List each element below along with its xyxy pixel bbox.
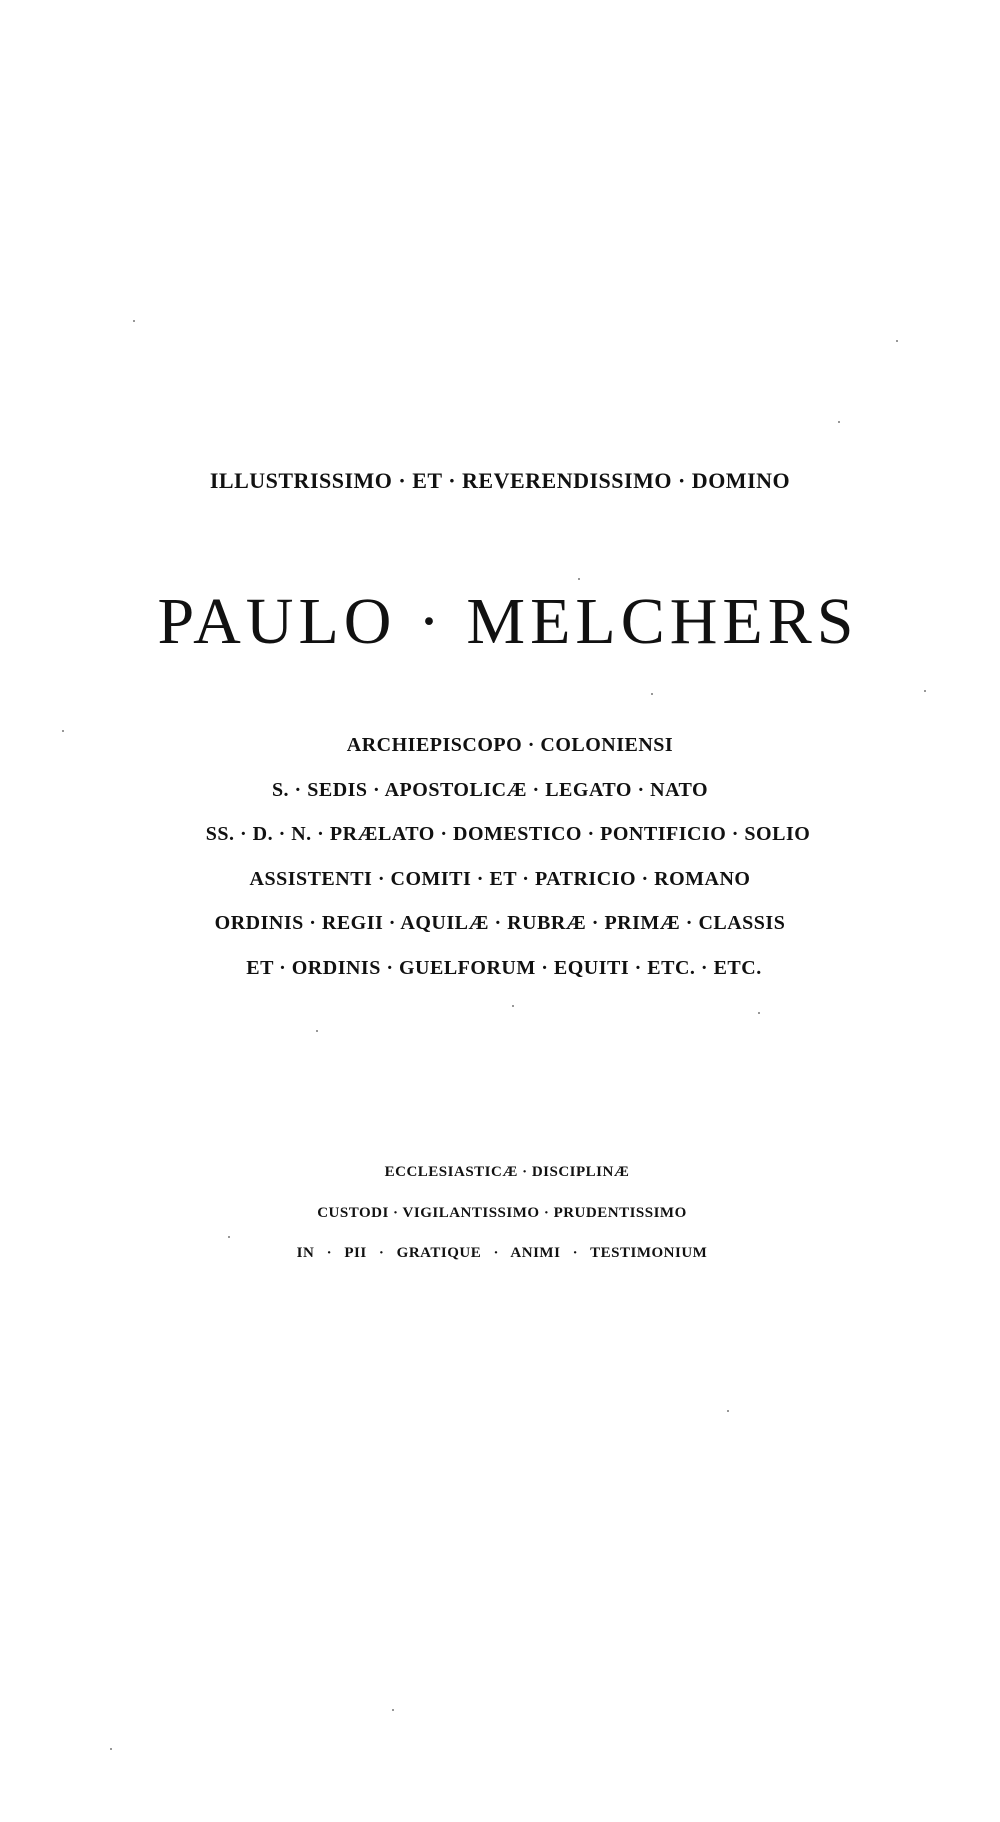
scan-speck [651,693,653,695]
scan-speck [62,730,64,732]
title-line: ASSISTENTI · COMITI · ET · PATRICIO · ROMANO [249,868,751,890]
scan-speck [512,1005,514,1007]
scan-speck [110,1748,112,1750]
dedication-line: ECCLESIASTICÆ · DISCIPLINÆ [384,1164,630,1180]
scan-speck [838,421,840,423]
scan-speck [133,320,135,322]
scan-speck [758,1012,760,1014]
salutation-line: ILLUSTRISSIMO · ET · REVERENDISSIMO · DOMINO [209,468,791,493]
scan-speck [392,1709,394,1711]
title-line: S. · SEDIS · APOSTOLICÆ · LEGATO · NATO [271,779,709,801]
title-line: ARCHIEPISCOPO · COLONIENSI [346,734,674,756]
title-line: SS. · D. · N. · PRÆLATO · DOMESTICO · PONTIFICIO · SOLIO [205,823,811,845]
dedicatee-name: PAULO · MELCHERS [157,585,859,658]
scan-speck [316,1030,318,1032]
title-line: ET · ORDINIS · GUELFORUM · EQUITI · ETC. · ETC. [246,957,762,979]
dedication-line: CUSTODI · VIGILANTISSIMO · PRUDENTISSIMO [317,1205,687,1221]
scan-speck [924,690,926,692]
scan-speck [896,340,898,342]
scan-speck [727,1410,729,1412]
scan-speck [578,578,580,580]
dedication-line: IN · PII · GRATIQUE · ANIMI · TESTIMONIUM [296,1245,708,1261]
scan-speck [228,1236,230,1238]
title-line: ORDINIS · REGII · AQUILÆ · RUBRÆ · PRIMÆ · CLASSIS [214,912,786,934]
